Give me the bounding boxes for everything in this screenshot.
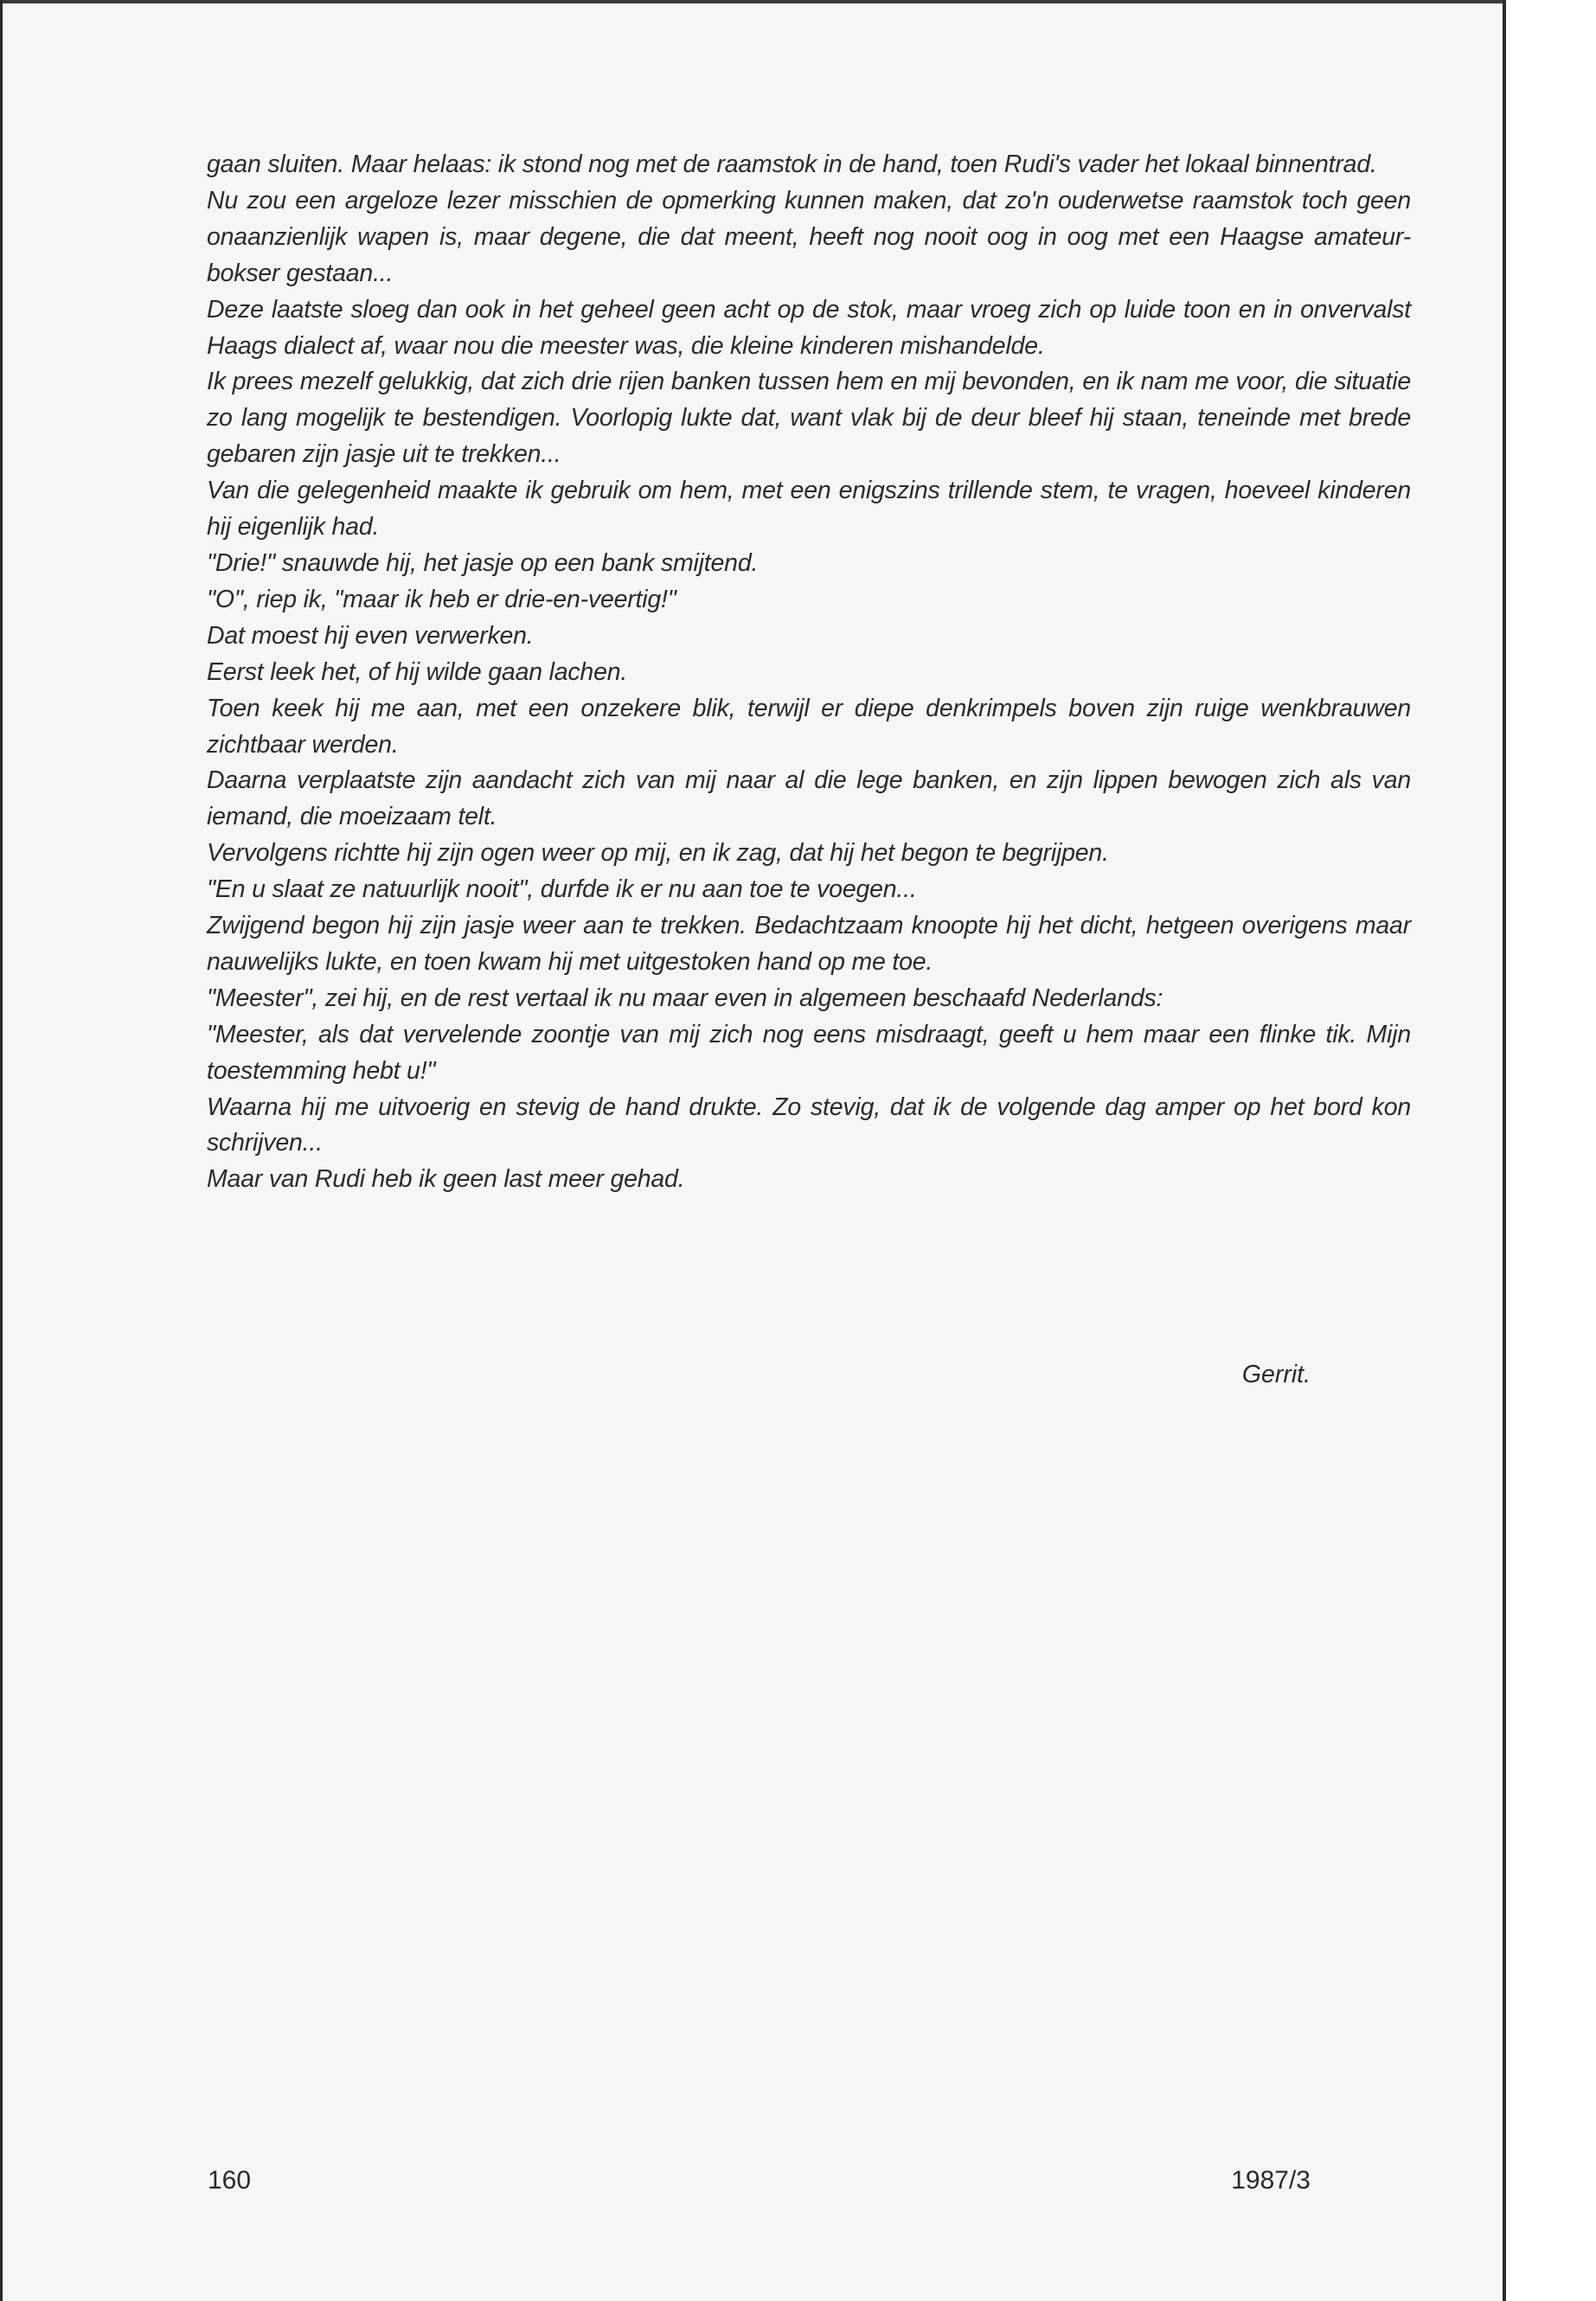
paragraph: Nu zou een argeloze lezer misschien de opmerking kunnen maken, dat zo'n ouderwetse raamstok toch geen onaanzienlijk wapen is, maar degene, die dat meent, heeft nog nooit oog in oog met een Haagse amateur-bokser gestaan... xyxy=(207,186,1411,287)
issue-number: 1987/3 xyxy=(1231,2166,1311,2195)
paragraph: gaan sluiten. Maar helaas: ik stond nog met de raamstok in de hand, toen Rudi's vader het lokaal binnentrad. xyxy=(207,151,1377,178)
scan-left-border xyxy=(0,0,3,2301)
document-page xyxy=(3,3,1503,2301)
scan-right-margin xyxy=(1506,0,1596,2301)
paragraph: "En u slaat ze natuurlijk nooit", durfde ik er nu aan toe te voegen... xyxy=(207,875,917,904)
paragraph: Deze laatste sloeg dan ook in het geheel geen acht op de stok, maar vroeg zich op luide toon en in onvervalst Haags dialect af, waar nou die meester was, die kleine kinderen mishandelde. xyxy=(207,295,1411,360)
paragraph: "Drie!" snauwde hij, het jasje op een bank smijtend. xyxy=(207,548,759,577)
paragraph: Dat moest hij even verwerken. xyxy=(207,621,534,650)
article-body xyxy=(207,147,1411,1198)
author-signature: Gerrit. xyxy=(1241,1361,1311,1388)
paragraph: Vervolgens richtte hij zijn ogen weer op mij, en ik zag, dat hij het begon te begrijpen. xyxy=(207,839,1109,868)
scan-top-edge xyxy=(0,0,1503,3)
page-number: 160 xyxy=(208,2166,252,2195)
paragraph: Ik prees mezelf gelukkig, dat zich drie rijen banken tussen hem en mij bevonden, en ik nam me voor, die situatie zo lang mogelijk te bestendigen. Voorlopig lukte dat, want vlak bij de deur bleef hij staan, teneinde met brede gebaren zijn jasje uit te trekken... xyxy=(207,368,1411,469)
paragraph: "Meester, als dat vervelende zoontje van mij zich nog eens misdraagt, geeft u hem maar een flinke tik. Mijn toestemming hebt u!" xyxy=(207,1020,1411,1085)
paragraph: Waarna hij me uitvoerig en stevig de hand drukte. Zo stevig, dat ik de volgende dag amper op het bord kon schrijven... xyxy=(207,1093,1411,1157)
paragraph: Zwijgend begon hij zijn jasje weer aan te trekken. Bedachtzaam knoopte hij het dicht, hetgeen overigens maar nauwelijks lukte, en toen kwam hij met uitgestoken hand op me toe. xyxy=(207,912,1411,976)
paragraph: Daarna verplaatste zijn aandacht zich van mij naar al die lege banken, en zijn lippen bewogen zich als van iemand, die moeizaam telt. xyxy=(207,766,1411,831)
paragraph: Toen keek hij me aan, met een onzekere blik, terwijl er diepe denkrimpels boven zijn ruige wenkbrauwen zichtbaar werden. xyxy=(207,694,1411,759)
paragraph: "O", riep ik, "maar ik heb er drie-en-veertig!" xyxy=(207,585,676,613)
paragraph: Maar van Rudi heb ik geen last meer gehad. xyxy=(207,1165,685,1194)
paragraph: Van die gelegenheid maakte ik gebruik om hem, met een enigszins trillende stem, te vragen, hoeveel kinderen hij eigenlijk had. xyxy=(207,477,1411,542)
paragraph: Eerst leek het, of hij wilde gaan lachen. xyxy=(207,657,628,686)
paragraph: "Meester", zei hij, en de rest vertaal ik nu maar even in algemeen beschaafd Nederlands: xyxy=(207,984,1163,1012)
